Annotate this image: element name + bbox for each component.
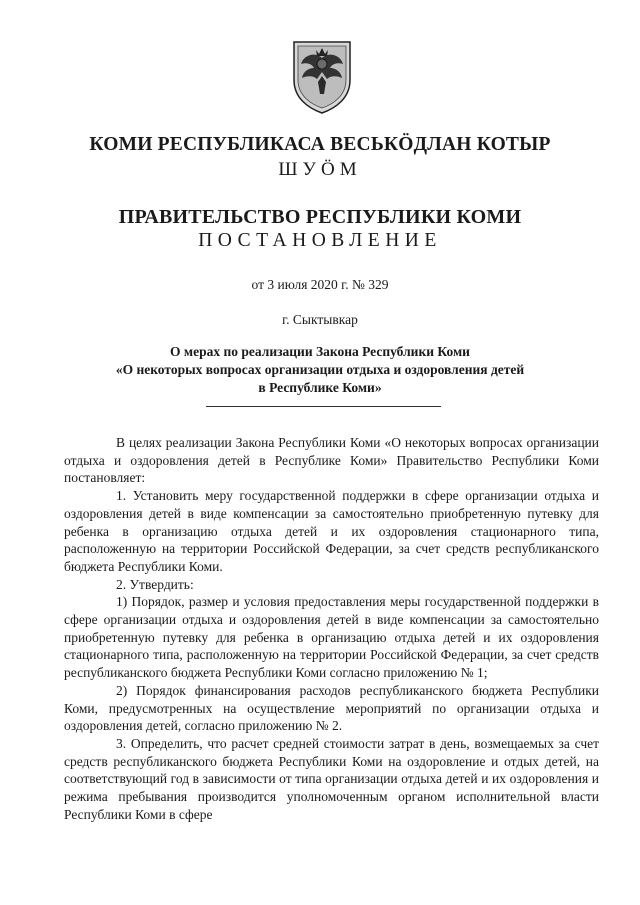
komi-government-title: КОМИ РЕСПУБЛИКАСА ВЕСЬКÖДЛАН КОТЫР (89, 134, 551, 155)
paragraph-item-2: 2. Утвердить: (116, 576, 194, 592)
document-type: ПОСТАНОВЛЕНИЕ (198, 230, 442, 251)
city-line: г. Сыктывкар (282, 312, 358, 327)
date-number-line: от 3 июля 2020 г. № 329 (251, 277, 389, 292)
paragraph-subitem-2: 2) Порядок финансирования расходов республиканского бюджета Республики Коми, предусмотренных на осуществление мероприятий по организации отдыха и оздоровления детей, согласно приложению № 2. (64, 682, 599, 734)
document-body (64, 434, 599, 823)
government-title: ПРАВИТЕЛЬСТВО РЕСПУБЛИКИ КОМИ (118, 206, 522, 228)
heading-divider (206, 406, 441, 407)
heading-line-1: О мерах по реализации Закона Республики Коми (170, 344, 470, 359)
heading-line-3: в Республике Коми» (258, 380, 382, 395)
resolution-heading (0, 343, 640, 397)
komi-coat-of-arms-icon (290, 36, 354, 114)
paragraph-item-3: 3. Определить, что расчет средней стоимости затрат в день, возмещаемых за счет средств республиканского бюджета Республики Коми на оздоровление и отдых детей, на соответствующий год в зависимости от типа организации отдыха детей и их оздоровления и режима пребывания производится уполномоченным органом исполнительной власти Республики Коми в сфере (64, 735, 599, 822)
komi-document-type: ШУÖМ (278, 159, 362, 180)
heading-line-2: «О некоторых вопросах организации отдыха и оздоровления детей (115, 362, 525, 377)
paragraph-subitem-1: 1) Порядок, размер и условия предоставления меры государственной поддержки в сфере организации отдыха и оздоровления детей в виде компенсации за самостоятельно приобретенную путевку для ребенка в организацию отдыха детей и их оздоровления стационарного типа, расположенную на территории Российской Федерации, за счет средств республиканского бюджета Республики Коми согласно приложению № 1; (64, 594, 599, 681)
paragraph-item-1: 1. Установить меру государственной поддержки в сфере организации отдыха и оздоровления детей в виде компенсации за самостоятельно приобретенную путевку для ребенка в организацию отдыха детей и их оздоровления стационарного типа, расположенную на территории Российской Федерации, за счет средств республиканского бюджета Республики Коми. (64, 488, 599, 574)
paragraph-preamble: В целях реализации Закона Республики Коми «О некоторых вопросах организации отдыха и оздоровления детей в Республике Коми» Правительство Республики Коми постановляет: (64, 435, 599, 486)
